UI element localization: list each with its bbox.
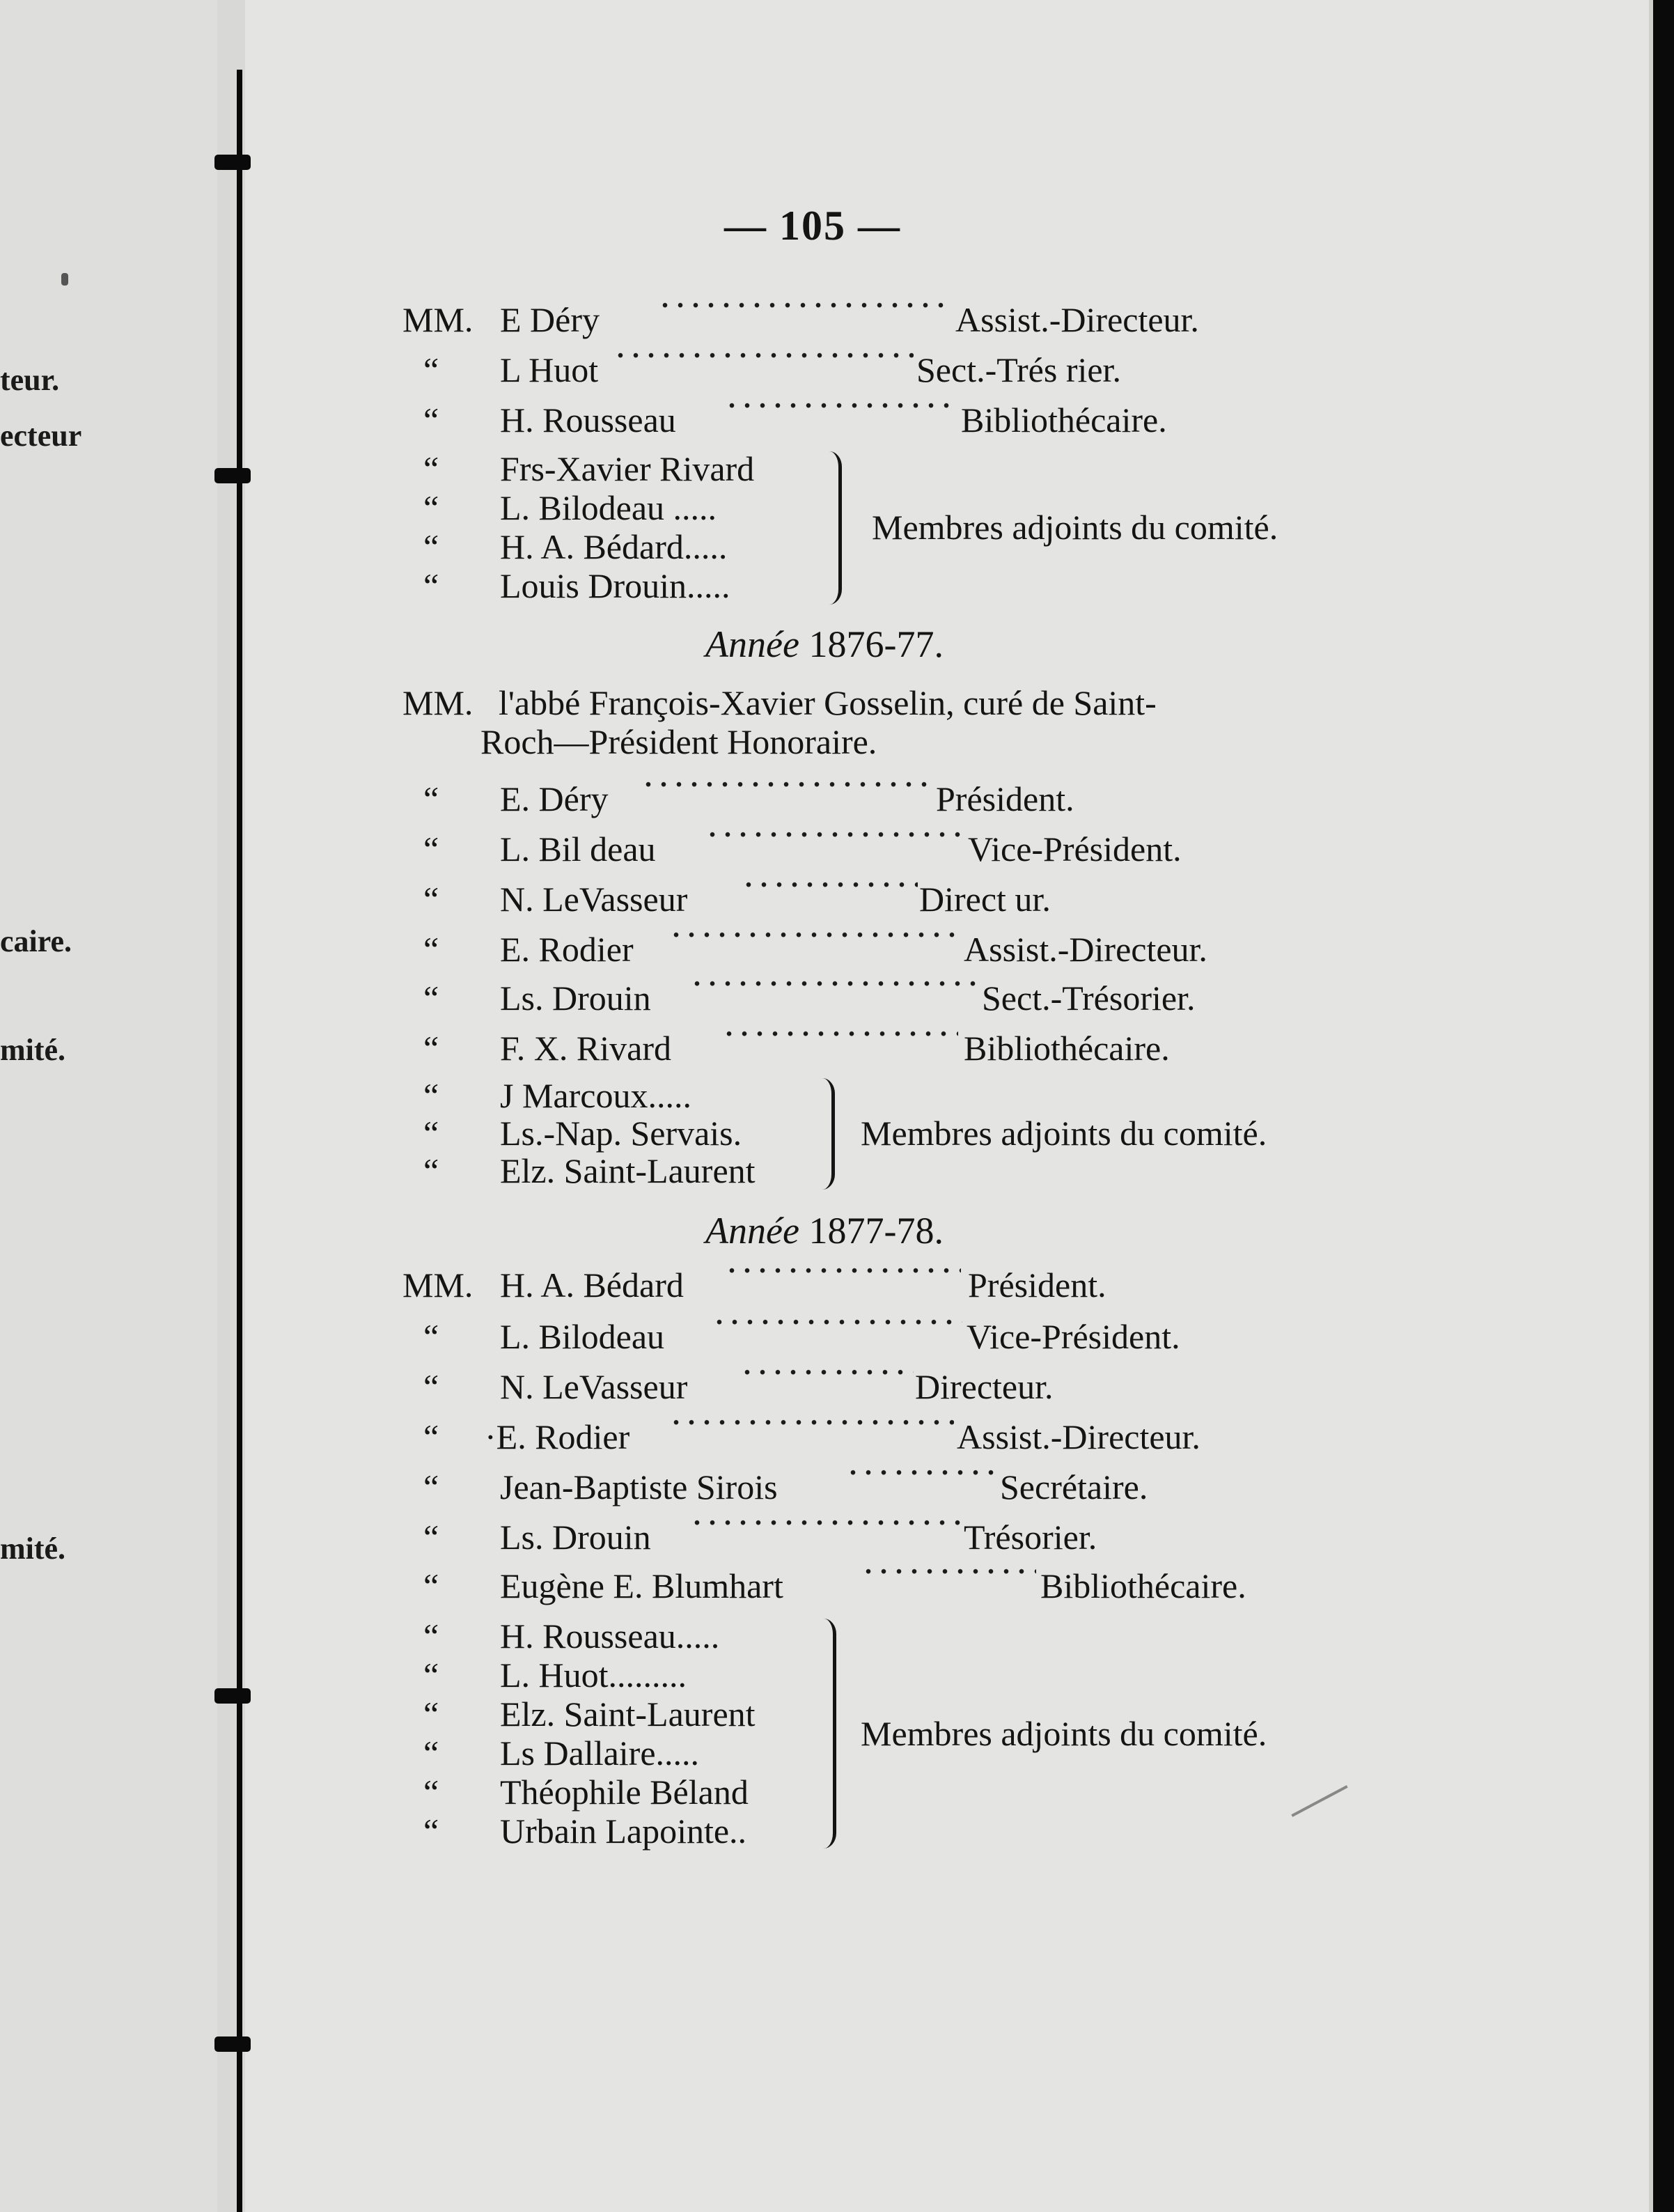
committee-label: Membres adjoints du comité.	[872, 508, 1278, 547]
ditto-mark: “	[423, 449, 439, 488]
officer-role: Secrétaire.	[1000, 1467, 1148, 1506]
ditto-mark: “	[423, 400, 439, 439]
stitch-knot	[214, 468, 251, 483]
dot-leader	[641, 781, 933, 792]
member-name: H. A. Bédard.....	[500, 527, 728, 566]
officer-role: Bibliothécaire.	[964, 1029, 1170, 1068]
ditto-mark: “	[423, 488, 439, 527]
committee-label: Membres adjoints du comité.	[861, 1114, 1267, 1153]
officer-role: Sect.-Trés rier.	[916, 350, 1121, 389]
dot-leader	[861, 1568, 1036, 1579]
ditto-mark: “	[423, 527, 439, 566]
officer-role: Trésorier.	[964, 1518, 1097, 1557]
officer-name: Ls. Drouin	[500, 979, 651, 1018]
member-name: Louis Drouin.....	[500, 566, 730, 605]
officer-role: Direct ur.	[919, 880, 1051, 919]
officer-name: E Déry	[500, 300, 600, 339]
ditto-mark: “	[423, 566, 439, 605]
honorary-president-line: Roch—Président Honoraire.	[480, 722, 877, 761]
officer-role: Assist.-Directeur.	[957, 1417, 1200, 1456]
binding-thread	[237, 70, 242, 2212]
officer-name: H. A. Bédard	[500, 1265, 684, 1304]
officer-name: L. Bilodeau	[500, 1317, 665, 1356]
dot-leader	[668, 1419, 954, 1430]
committee-label: Membres adjoints du comité.	[861, 1714, 1267, 1753]
ditto-mark: “	[423, 779, 439, 818]
ditto-mark: “	[423, 1695, 439, 1734]
ditto-mark: “	[423, 1417, 439, 1456]
grouping-brace	[824, 451, 842, 605]
ditto-mark: “	[423, 979, 439, 1018]
dot-leader	[740, 1369, 914, 1380]
year-heading	[0, 623, 1649, 666]
member-name: Elz. Saint-Laurent	[500, 1151, 756, 1190]
ditto-mark: “	[423, 1566, 439, 1605]
dot-leader	[689, 981, 980, 991]
officer-name: L Huot	[500, 350, 599, 389]
honorary-president-line: l'abbé François-Xavier Gosselin, curé de Saint-	[499, 683, 1157, 722]
member-name: Théophile Béland	[500, 1773, 749, 1812]
previous-page-fragment: ecteur	[0, 419, 82, 453]
ditto-mark: “	[423, 1518, 439, 1557]
member-name: H. Rousseau.....	[500, 1617, 720, 1656]
officer-role: Vice-Président.	[968, 830, 1182, 869]
ditto-mark: “	[423, 1076, 439, 1115]
grouping-brace	[818, 1078, 835, 1190]
member-name: Urbain Lapointe..	[500, 1812, 747, 1851]
ditto-mark: “	[423, 1367, 439, 1406]
dot-leader	[724, 1268, 961, 1278]
ditto-mark: “	[423, 1467, 439, 1506]
member-name: J Marcoux.....	[500, 1076, 691, 1115]
officer-name: E. Rodier	[500, 930, 634, 969]
officer-name: E. Déry	[500, 779, 609, 818]
stitch-knot	[214, 2036, 251, 2052]
ditto-mark: “	[423, 1317, 439, 1356]
officer-role: Assist.-Directeur.	[955, 300, 1199, 339]
previous-page-edge	[0, 0, 217, 2212]
member-name: Elz. Saint-Laurent	[500, 1695, 756, 1734]
dot-leader	[689, 1520, 961, 1530]
ink-speck	[61, 273, 68, 286]
dot-leader	[845, 1470, 999, 1480]
ditto-mark: “	[423, 350, 439, 389]
officer-name: N. LeVasseur	[500, 1367, 688, 1406]
ditto-mark: “	[423, 930, 439, 969]
officer-role: Vice-Président.	[967, 1317, 1180, 1356]
officer-role: Assist.-Directeur.	[964, 930, 1207, 969]
year-heading-word: Année	[705, 623, 799, 665]
ditto-mark: “	[423, 1656, 439, 1695]
stray-pencil-mark	[1291, 1785, 1347, 1817]
honorific-lead: MM.	[402, 1265, 474, 1304]
ditto-mark: “	[423, 1773, 439, 1812]
year-heading-value: 1877-78.	[808, 1210, 944, 1252]
previous-page-fragment: mité.	[0, 1033, 66, 1067]
officer-role: Bibliothécaire.	[1040, 1566, 1246, 1605]
dot-leader	[712, 1319, 962, 1330]
ditto-mark: “	[423, 830, 439, 869]
ditto-mark: “	[423, 1114, 439, 1153]
honorific-lead: MM.	[402, 683, 474, 722]
ditto-mark: “	[423, 1029, 439, 1068]
year-heading	[0, 1209, 1649, 1252]
ditto-mark: “	[423, 880, 439, 919]
officer-role: Sect.-Trésorier.	[982, 979, 1196, 1018]
dot-leader	[613, 352, 914, 363]
officer-name: N. LeVasseur	[500, 880, 688, 919]
previous-page-fragment: teur.	[0, 363, 60, 397]
dot-leader	[721, 1031, 958, 1041]
dot-leader	[657, 302, 948, 313]
officer-name: Ls. Drouin	[500, 1518, 651, 1557]
officer-name: Jean-Baptiste Sirois	[500, 1467, 778, 1506]
dot-leader	[668, 932, 961, 942]
stitch-knot	[214, 1688, 251, 1704]
ditto-mark: “	[423, 1812, 439, 1851]
grouping-brace	[819, 1619, 836, 1848]
officer-role: Président.	[968, 1265, 1106, 1304]
member-name: L. Bilodeau .....	[500, 488, 717, 527]
dot-leader	[741, 882, 918, 892]
officer-role: Président.	[936, 779, 1074, 818]
stitch-knot	[214, 155, 251, 170]
officer-role: Bibliothécaire.	[961, 400, 1167, 439]
ditto-mark: “	[423, 1617, 439, 1656]
officer-name: ·E. Rodier	[485, 1417, 630, 1456]
ditto-mark: “	[423, 1734, 439, 1773]
member-name: L. Huot.........	[500, 1656, 687, 1695]
year-heading-value: 1876-77.	[808, 623, 944, 665]
page-number: — 105 —	[724, 203, 901, 249]
officer-name: Eugène E. Blumhart	[500, 1566, 783, 1605]
officer-role: Directeur.	[915, 1367, 1054, 1406]
member-name: Ls Dallaire.....	[500, 1734, 700, 1773]
dot-leader	[724, 403, 957, 413]
officer-name: L. Bil deau	[500, 830, 656, 869]
previous-page-fragment: caire.	[0, 924, 72, 958]
previous-page-fragment: mité.	[0, 1532, 66, 1566]
dot-leader	[705, 832, 962, 842]
honorific-lead: MM.	[402, 300, 474, 339]
officer-name: H. Rousseau	[500, 400, 676, 439]
officer-name: F. X. Rivard	[500, 1029, 671, 1068]
year-heading-word: Année	[705, 1210, 799, 1252]
member-name: Frs-Xavier Rivard	[500, 449, 755, 488]
member-name: Ls.-Nap. Servais.	[500, 1114, 742, 1153]
ditto-mark: “	[423, 1151, 439, 1190]
